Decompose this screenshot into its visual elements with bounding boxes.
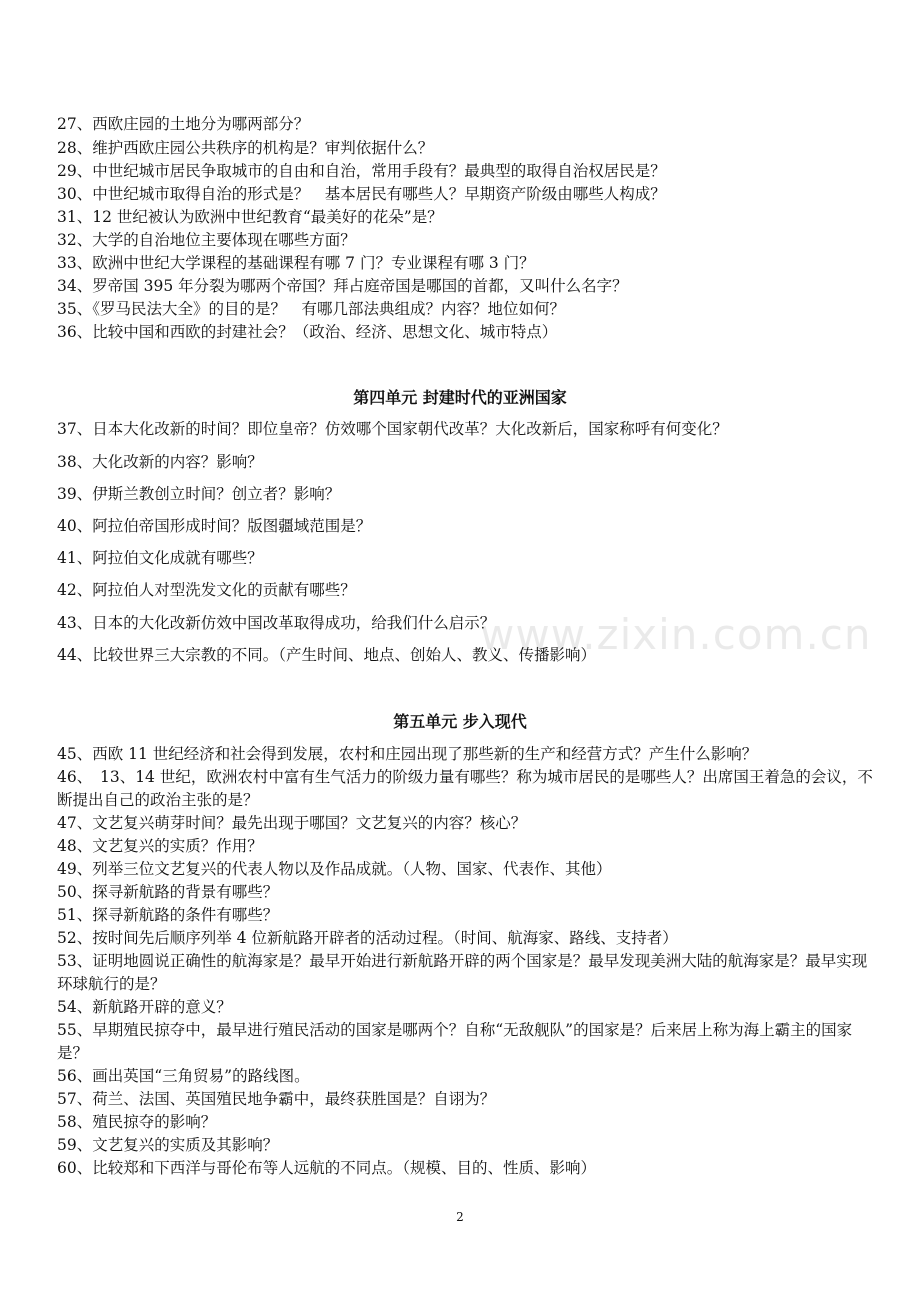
question-48: 48、文艺复兴的实质？作用？ bbox=[57, 837, 263, 855]
question-29: 29、中世纪城市居民争取城市的自由和自治，常用手段有？最典型的取得自治权居民是？ bbox=[57, 162, 666, 180]
question-52: 52、按时间先后顺序列举 4 位新航路开辟者的活动过程。（时间、航海家、路线、支持者） bbox=[57, 929, 678, 947]
question-50: 50、探寻新航路的背景有哪些？ bbox=[57, 883, 279, 901]
question-40: 40、阿拉伯帝国形成时间？版图疆域范围是？ bbox=[57, 517, 372, 535]
question-44: 44、比较世界三大宗教的不同。（产生时间、地点、创始人、教义、传播影响） bbox=[57, 646, 596, 664]
question-59: 59、文艺复兴的实质及其影响？ bbox=[57, 1136, 279, 1154]
question-34: 34、罗帝国 395 年分裂为哪两个帝国？拜占庭帝国是哪国的首都，又叫什么名字？ bbox=[57, 277, 628, 295]
question-54: 54、新航路开辟的意义？ bbox=[57, 998, 232, 1016]
question-37: 37、日本大化改新的时间？即位皇帝？仿效哪个国家朝代改革？大化改新后，国家称呼有何变化？ bbox=[57, 420, 728, 438]
question-60: 60、比较郑和下西洋与哥伦布等人远航的不同点。（规模、目的、性质、影响） bbox=[57, 1159, 596, 1177]
question-30: 30、中世纪城市取得自治的形式是？ 基本居民有哪些人？早期资产阶级由哪些人构成？ bbox=[57, 185, 666, 203]
question-46: 46、 13、14 世纪，欧洲农村中富有生气活力的阶级力量有哪些？称为城市居民的是哪些人？出席国王着急的会议，不断提出自己的政治主张的是？ bbox=[57, 768, 873, 809]
question-32: 32、大学的自治地位主要体现在哪些方面？ bbox=[57, 231, 356, 249]
question-33: 33、欧洲中世纪大学课程的基础课程有哪 7 门？专业课程有哪 3 门？ bbox=[57, 254, 535, 272]
question-55: 55、早期殖民掠夺中，最早进行殖民活动的国家是哪两个？自称“无敌舰队”的国家是？后来居上称为海上霸主的国家是？ bbox=[57, 1021, 853, 1062]
question-31: 31、12 世纪被认为欧洲中世纪教育“最美好的花朵”是？ bbox=[57, 208, 443, 226]
page-number: 2 bbox=[456, 1210, 464, 1224]
watermark: www.zixin.com.cn bbox=[480, 610, 872, 659]
section-5-heading: 第五单元 步入现代 bbox=[393, 712, 527, 731]
question-38: 38、大化改新的内容？影响？ bbox=[57, 453, 263, 471]
question-56: 56、画出英国“三角贸易”的路线图。 bbox=[57, 1067, 310, 1085]
question-49: 49、列举三位文艺复兴的代表人物以及作品成就。（人物、国家、代表作、其他） bbox=[57, 860, 612, 878]
question-51: 51、探寻新航路的条件有哪些？ bbox=[57, 906, 279, 924]
question-58: 58、殖民掠夺的影响？ bbox=[57, 1113, 217, 1131]
question-42: 42、阿拉伯人对型洗发文化的贡献有哪些？ bbox=[57, 581, 356, 599]
question-27: 27、西欧庄园的土地分为哪两部分？ bbox=[57, 115, 310, 133]
question-39: 39、伊斯兰教创立时间？创立者？影响？ bbox=[57, 485, 341, 503]
question-47: 47、文艺复兴萌芽时间？最先出现于哪国？文艺复兴的内容？核心？ bbox=[57, 814, 527, 832]
question-35: 35、《罗马民法大全》的目的是？ 有哪几部法典组成？内容？地位如何？ bbox=[57, 300, 565, 318]
question-28: 28、维护西欧庄园公共秩序的机构是？审判依据什么？ bbox=[57, 139, 434, 157]
question-45: 45、西欧 11 世纪经济和社会得到发展，农村和庄园出现了那些新的生产和经营方式？产生什么影响？ bbox=[57, 745, 758, 763]
question-36: 36、比较中国和西欧的封建社会？（政治、经济、思想文化、城市特点） bbox=[57, 323, 558, 341]
question-41: 41、阿拉伯文化成就有哪些？ bbox=[57, 549, 263, 567]
section-4-heading: 第四单元 封建时代的亚洲国家 bbox=[353, 388, 567, 407]
question-53: 53、证明地圆说正确性的航海家是？最早开始进行新航路开辟的两个国家是？最早发现美洲大陆的航海家是？最早实现环球航行的是？ bbox=[57, 952, 868, 993]
question-43: 43、日本的大化改新仿效中国改革取得成功，给我们什么启示？ bbox=[57, 614, 496, 632]
question-57: 57、荷兰、法国、英国殖民地争霸中，最终获胜国是？自诩为？ bbox=[57, 1090, 496, 1108]
